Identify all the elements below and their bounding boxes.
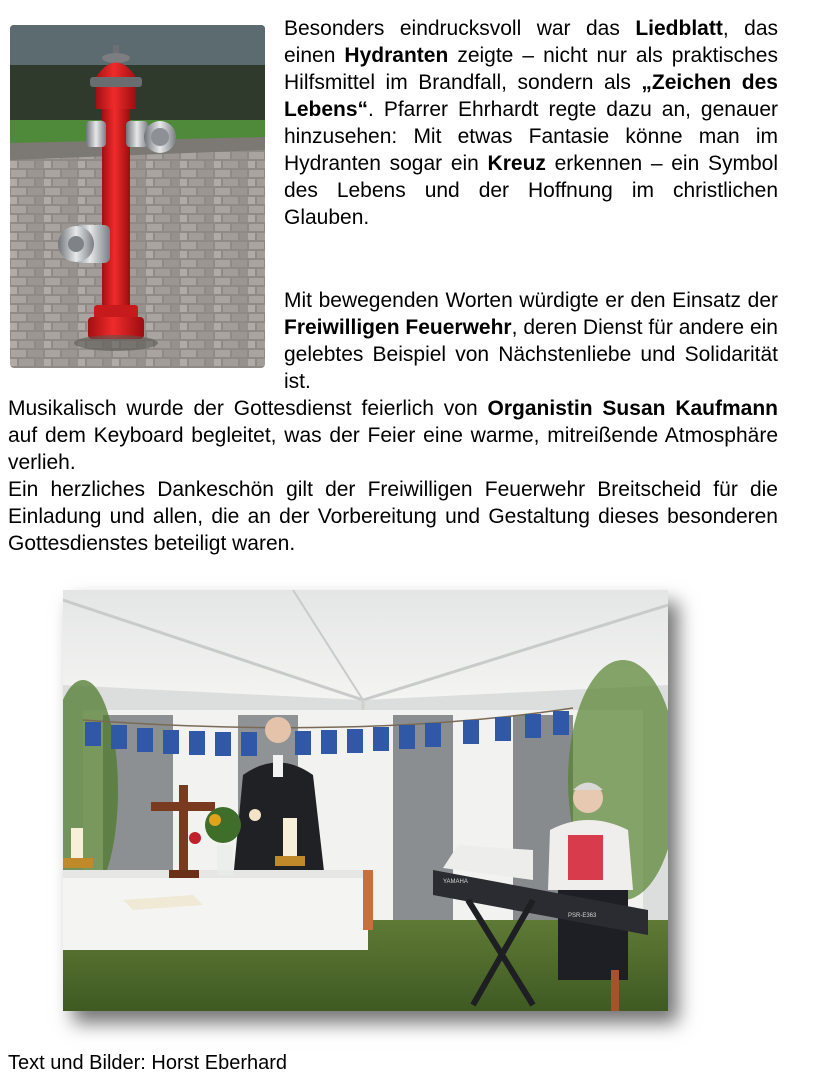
para1-text-3: zeigte – nicht nur als praktisches Hilfsmittel im Brandfall, sondern als (284, 44, 778, 94)
para1-bold-kreuz: Kreuz (487, 152, 546, 175)
service-photo (63, 590, 668, 1011)
paragraph-hydrant (284, 15, 778, 231)
para2-text-1: Mit bewegenden Worten würdigte er den Einsatz der (284, 289, 778, 312)
paragraph-feuerwehr (284, 287, 778, 395)
para2-text-2: , deren Dienst für andere ein gelebtes Beispiel von Nächstenliebe und Solidarität ist. (284, 316, 778, 393)
keyboard-brand-label: YAMAHA (443, 879, 468, 885)
para1-text-4: . Pfarrer Ehrhardt regte dazu an, genauer hinzusehen: Mit etwas Fantasie könne man im Hydranten sogar ein (284, 98, 778, 175)
hydrant-photo (10, 25, 265, 368)
para3-text-1: Musikalisch wurde der Gottesdienst feierlich von (8, 397, 488, 420)
para1-bold-hydranten: Hydranten (344, 44, 449, 67)
hydrant-illustration (10, 25, 265, 368)
para1-text-2: , das einen (284, 17, 778, 67)
para3-text-2: auf dem Keyboard begleitet, was der Feier eine warme, mitreißende Atmosphäre verlieh. (8, 424, 778, 474)
photo-credit: Text und Bilder: Horst Eberhard (8, 1052, 288, 1074)
para1-text-5: erkennen – ein Symbol des Lebens und der Hoffnung im christlichen Glauben. (284, 152, 778, 229)
keyboard-model-label: PSR-E363 (568, 913, 597, 919)
para2-bold-feuerwehr: Freiwilligen Feuerwehr (284, 316, 512, 339)
paragraph-thanks (8, 476, 778, 557)
para1-bold-zeichen: „Zeichen des Lebens“ (284, 71, 778, 121)
para1-bold-liedblatt: Liedblatt (635, 17, 723, 40)
para3-bold-organistin: Organistin Susan Kaufmann (487, 397, 779, 420)
para4-text: Ein herzliches Dankeschön gilt der Freiwilligen Feuerwehr Breitscheid für die Einladung und allen, die an der Vorbereitung und Gestaltung dieses besonderen Gottesdienstes beteiligt waren. (8, 478, 778, 555)
para1-text-1: Besonders eindrucksvoll war das (284, 17, 636, 40)
service-illustration (63, 590, 668, 1011)
paragraph-music (8, 395, 778, 476)
